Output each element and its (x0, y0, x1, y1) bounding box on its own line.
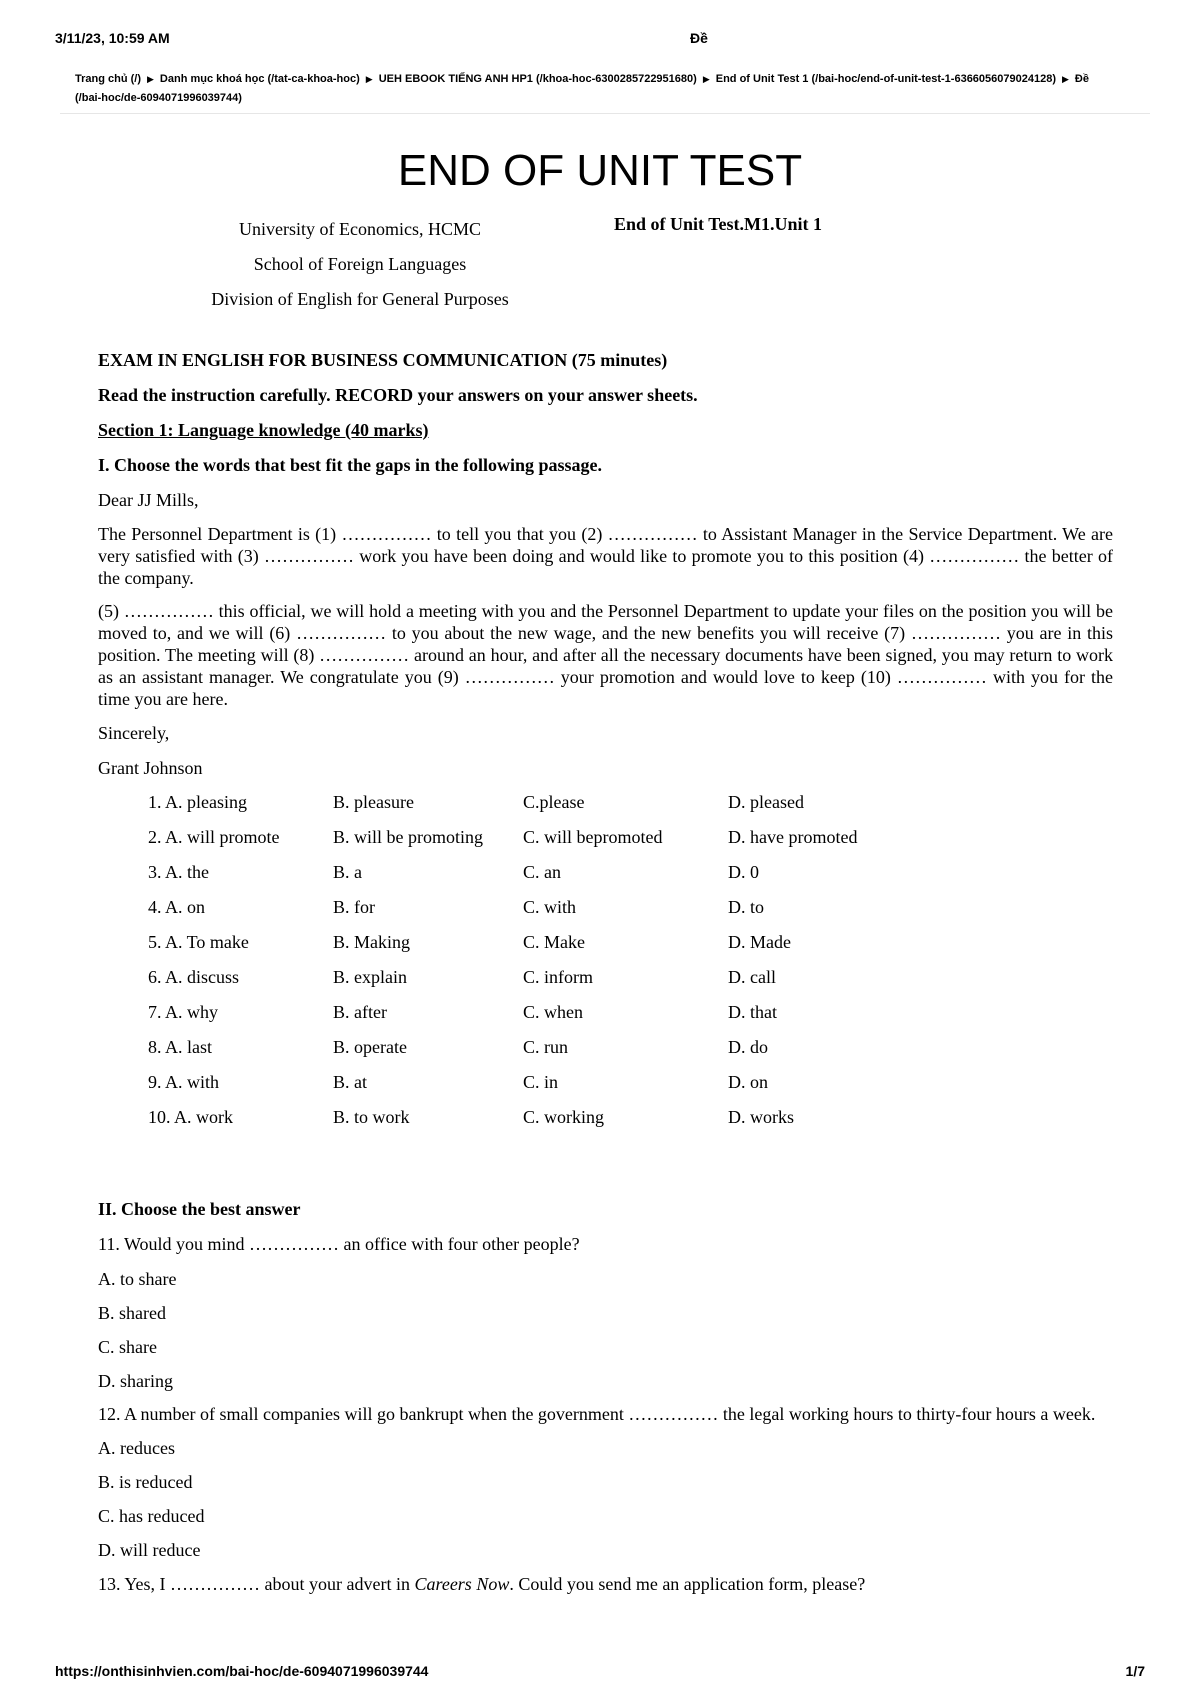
option-a: 10. A. work (148, 1107, 233, 1127)
option-row (148, 995, 1113, 1030)
answer-option: C. share (98, 1337, 157, 1357)
option-d: D. 0 (728, 862, 759, 882)
section-heading: Section 1: Language knowledge (40 marks) (98, 420, 429, 440)
option-a: 7. A. why (148, 1002, 219, 1022)
answer-option: A. to share (98, 1269, 177, 1289)
question-text (98, 1572, 1113, 1596)
option-c: C. in (523, 1072, 559, 1092)
part-heading: I. Choose the words that best fit the gaps in the following passage. (98, 455, 603, 475)
exam-body (98, 348, 1113, 1607)
question-text-part: 13. Yes, I …………… about your advert in (98, 1574, 415, 1594)
chevron-right-icon: ▶ (702, 74, 710, 84)
option-row (148, 1065, 1113, 1100)
option-c: C. with (523, 897, 577, 917)
option-a: 9. A. with (148, 1072, 220, 1092)
breadcrumb-course-link[interactable]: UEH EBOOK TIẾNG ANH HP1 (/khoa-hoc-6300285722951680) (378, 73, 697, 85)
institution-line: University of Economics, HCMC (239, 219, 481, 239)
option-b: B. will be promoting (333, 827, 483, 847)
option-c: C. an (523, 862, 561, 882)
answer-option: B. shared (98, 1303, 166, 1323)
exam-instruction: Read the instruction carefully. RECORD your answers on your answer sheets. (98, 385, 698, 405)
publication-name: Careers Now (414, 1574, 510, 1594)
option-c: C. when (523, 1002, 583, 1022)
option-d: D. pleased (728, 792, 804, 812)
option-a: 3. A. the (148, 862, 209, 882)
breadcrumb-course-list-link[interactable]: Danh mục khoá học (/tat-ca-khoa-hoc) (159, 73, 360, 85)
option-a: 5. A. To make (148, 932, 249, 952)
chevron-right-icon: ▶ (1062, 74, 1069, 84)
option-c: C. will bepromoted (523, 827, 663, 847)
answer-option: C. has reduced (98, 1506, 205, 1526)
option-d: D. to (728, 897, 764, 917)
test-code: End of Unit Test.M1.Unit 1 (614, 214, 823, 234)
exam-title: EXAM IN ENGLISH FOR BUSINESS COMMUNICATION (75 minutes) (98, 350, 668, 370)
question-text-part: . Could you send me an application form, please? (509, 1574, 866, 1594)
option-c: C. inform (523, 967, 593, 987)
answer-options-table (148, 785, 1113, 1135)
option-row (148, 820, 1113, 855)
header-divider (60, 113, 1150, 114)
option-b: B. pleasure (333, 792, 414, 812)
breadcrumb-lesson-link[interactable]: End of Unit Test 1 (/bai-hoc/end-of-unit-test-1-6366056079024128) (715, 73, 1056, 85)
option-a: 8. A. last (148, 1037, 213, 1057)
option-b: B. for (333, 897, 375, 917)
option-d: D. Made (728, 932, 791, 952)
letter-closing: Sincerely, (98, 723, 170, 743)
document-title: END OF UNIT TEST (397, 146, 803, 195)
option-b: B. Making (333, 932, 411, 952)
option-b: B. at (333, 1072, 367, 1092)
option-c: C. working (523, 1107, 604, 1127)
option-d: D. have promoted (728, 827, 858, 847)
page-url: https://onthisinhvien.com/bai-hoc/de-6094071996039744 (55, 1663, 429, 1679)
option-d: D. works (728, 1107, 794, 1127)
option-a: 2. A. will promote (148, 827, 280, 847)
breadcrumb-current-link[interactable]: Đề (/bai-hoc/de-6094071996039744) (75, 73, 1089, 104)
page-number: 1/7 (1125, 1663, 1145, 1679)
option-row (148, 1030, 1113, 1065)
option-c: C. run (523, 1037, 568, 1057)
option-row (148, 1100, 1113, 1135)
option-row (148, 890, 1113, 925)
institution-line: Division of English for General Purposes (211, 289, 509, 309)
option-c: C. Make (523, 932, 585, 952)
option-b: B. operate (333, 1037, 407, 1057)
letter-signature: Grant Johnson (98, 758, 203, 778)
chevron-right-icon: ▶ (147, 74, 154, 84)
option-row (148, 960, 1113, 995)
option-c: C.please (523, 792, 585, 812)
print-page-title: Đề (690, 30, 708, 46)
answer-option: D. will reduce (98, 1540, 201, 1560)
question-text: 11. Would you mind …………… an office with four other people? (98, 1234, 580, 1254)
spacer (98, 1135, 1113, 1197)
option-row (148, 785, 1113, 820)
option-row (148, 925, 1113, 960)
letter-salutation: Dear JJ Mills, (98, 490, 199, 510)
answer-option: A. reduces (98, 1438, 175, 1458)
option-b: B. explain (333, 967, 407, 987)
option-a: 6. A. discuss (148, 967, 240, 987)
question-text: 12. A number of small companies will go bankrupt when the government …………… the legal working hours to thirty-four hours a week. (98, 1404, 1096, 1424)
option-d: D. that (728, 1002, 777, 1022)
option-d: D. on (728, 1072, 768, 1092)
chevron-right-icon: ▶ (365, 74, 373, 84)
answer-option: D. sharing (98, 1371, 173, 1391)
option-a: 4. A. on (148, 897, 206, 917)
option-b: B. a (333, 862, 362, 882)
institution-block (150, 212, 570, 317)
option-b: B. to work (333, 1107, 410, 1127)
answer-option: B. is reduced (98, 1472, 193, 1492)
letter-paragraph: (5) …………… this official, we will hold a meeting with you and the Personnel Department to update your files on the position you will be moved to, and we will (6) …………… to you about the new wage, and the new benefits you will receive (7) …………… you are in this position. The meeting will (8) …………… around an hour, and after all the necessary documents have been signed, you may return to work as an assistant manager. We congratulate you (9) …………… your promotion and would love to keep (10) …………… with you for the time you are here. (98, 601, 1113, 709)
option-d: D. call (728, 967, 776, 987)
option-d: D. do (728, 1037, 768, 1057)
option-row (148, 855, 1113, 890)
letter-paragraph: The Personnel Department is (1) …………… to tell you that you (2) …………… to Assistant Manager in the Service Department. We are very satisfied with (3) …………… work you have been doing and would like to promote you to this position (4) …………… the better of the company. (98, 524, 1113, 588)
breadcrumb-home-link[interactable]: Trang chủ (/) (75, 73, 141, 85)
option-a: 1. A. pleasing (148, 792, 247, 812)
print-datetime: 3/11/23, 10:59 AM (55, 30, 170, 46)
institution-line: School of Foreign Languages (253, 254, 467, 274)
breadcrumb (75, 70, 1095, 108)
option-b: B. after (333, 1002, 387, 1022)
part-heading: II. Choose the best answer (98, 1199, 301, 1219)
